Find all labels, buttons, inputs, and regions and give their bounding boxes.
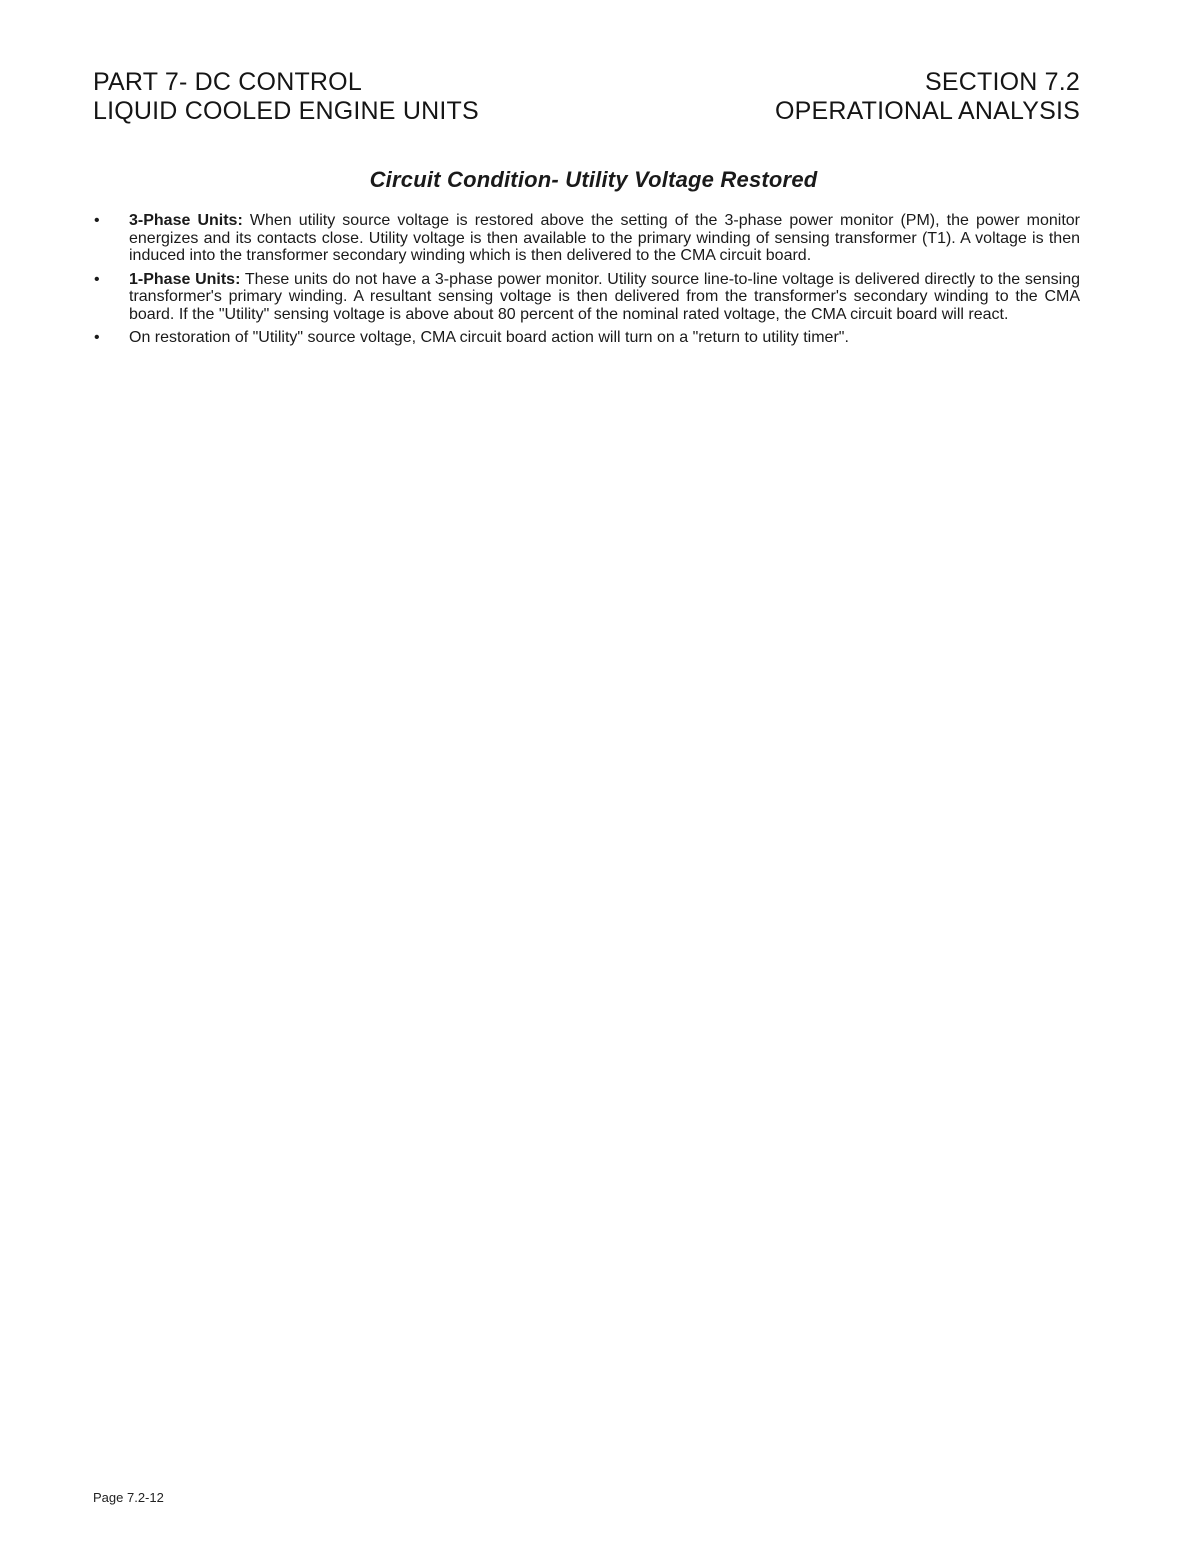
bullet-text: These units do not have a 3-phase power monitor. Utility source line-to-line voltage is delivered directly to the sensing transformer's primary winding. A resultant sensing voltage is then delivered from the transformer's secondary winding to the CMA board. If the "Utility" sensing voltage is above about 80 percent of the nominal rated voltage, the CMA circuit board will react. [129, 270, 1081, 323]
bullet-list [93, 212, 1080, 353]
bullet-text: On restoration of "Utility" source voltage, CMA circuit board action will turn on a "return to utility timer". [129, 329, 849, 346]
page-number: Page 7.2-12 [93, 1490, 164, 1505]
section-number: SECTION 7.2 [924, 68, 1080, 96]
part-title: PART 7- DC CONTROL [93, 68, 362, 96]
section-title: Circuit Condition- Utility Voltage Restored [369, 167, 818, 192]
header-right [775, 68, 1080, 126]
bullet-icon: • [94, 270, 100, 288]
bullet-text: When utility source voltage is restored above the setting of the 3-phase power monitor (PM), the power monitor energizes and its contacts close. Utility voltage is then available to the primary winding of sensing transformer (T1). A voltage is then induced into the transformer secondary winding which is then delivered to the CMA circuit board. [129, 212, 1081, 264]
bullet-lead: 1-Phase Units: [129, 270, 241, 288]
bullet-icon: • [94, 329, 100, 346]
header-left [93, 68, 479, 126]
bullet-item [93, 329, 1080, 347]
part-subtitle: LIQUID COOLED ENGINE UNITS [93, 97, 479, 125]
page-header [93, 68, 1080, 132]
bullet-lead: 3-Phase Units: [129, 212, 243, 229]
bullet-item [93, 212, 1080, 265]
bullet-icon: • [94, 212, 100, 229]
bullet-item [93, 271, 1080, 324]
section-name: OPERATIONAL ANALYSIS [774, 97, 1080, 125]
